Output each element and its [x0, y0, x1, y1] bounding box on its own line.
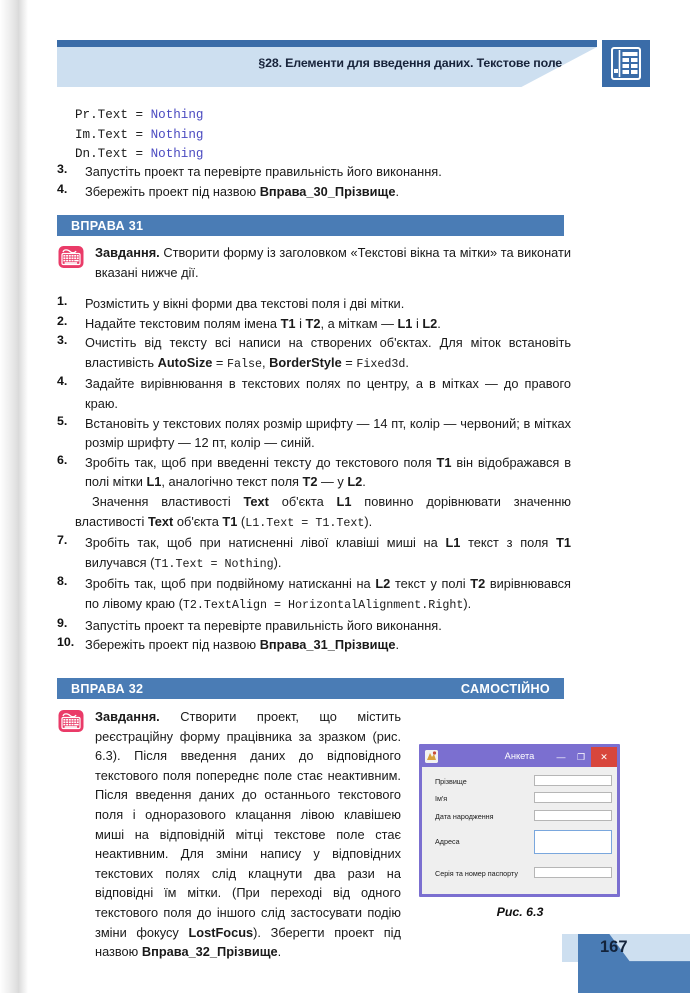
list-item-text: Надайте текстовим полям імена Т1 і Т2, а міткам — L1 і L2.	[85, 315, 441, 331]
field-input-surname[interactable]	[534, 775, 612, 786]
list-item-number: 7.	[57, 533, 68, 548]
list-top	[57, 162, 587, 201]
keyboard-icon	[58, 707, 84, 733]
list-item-number: 3.	[57, 162, 68, 176]
field-input-passport[interactable]	[534, 867, 612, 878]
page-edge-shadow	[18, 0, 28, 993]
task-text: Створити проект, що містить реєстраційну форму працівника за зразком (рис. 6.3). Після введення даних до відповідного текстового поля попереднє поле стає неактивним. Після введення даних до останнього текстового поля і одноразового клацання лівою клавішею миші на відповідній мітці текстове поле стає неактивним. Для зміни напису у відповідних текстових полях слід клацнути два рази на відповідні їм мітки. (При переході від одного текстового поля до іншого слід застосувати подію зміни фокусу LostFocus). Зберегти проект під назвою Вправа_32_Прізвище.	[95, 709, 402, 960]
list-item-text: Встановіть у текстових полях розмір шрифту — 14 пт, колір — червоний; в мітках розмір шрифту — 12 пт, колір — синій.	[85, 415, 571, 451]
field-row-surname	[435, 777, 467, 786]
list-item-text: Збережіть проект під назвою Вправа_30_Прізвище.	[85, 183, 400, 199]
figure-caption: Рис. 6.3	[496, 905, 544, 919]
list-item-text: Зробіть так, щоб при натисненні лівої клавіші миші на L1 текст з поля Т1 вилучався (T1.Text = Nothing).	[85, 535, 571, 571]
task-text: Створити форму із заголовком «Текстові вікна та мітки» та виконати вказані нижче дії.	[95, 245, 571, 280]
exercise-32-task	[95, 707, 401, 962]
list-item-number: 8.	[57, 574, 68, 589]
list-item	[57, 453, 571, 492]
anketa-dialog[interactable]	[419, 744, 620, 897]
list-item	[57, 182, 587, 202]
list-item-text: Запустіть проект та перевірте правильність його виконання.	[85, 617, 442, 633]
list-item-number: 9.	[57, 615, 68, 630]
dialog-window-controls[interactable]	[551, 747, 617, 767]
list-item-number: 1.	[57, 294, 68, 308]
code-block	[75, 106, 475, 165]
list-item	[57, 333, 571, 374]
page-edge-left	[0, 0, 18, 993]
list-item	[57, 574, 571, 615]
page-title: §28. Елементи для введення даних. Текстове поле	[258, 56, 562, 70]
dialog-body	[422, 767, 617, 894]
list-item	[57, 533, 571, 574]
list-item-text: Задайте вирівнювання в текстових полях по центру, а в мітках — до правого краю.	[85, 376, 571, 411]
task-label: Завдання.	[95, 709, 160, 724]
task-label: Завдання.	[95, 245, 160, 260]
code-keyword: Nothing	[150, 147, 204, 161]
keyboard-icon	[58, 243, 84, 269]
field-input-firstname[interactable]	[534, 792, 612, 803]
code-line-text: Im.Text =	[75, 127, 151, 142]
list-item	[57, 616, 571, 636]
field-label-birthdate: Дата народження	[435, 812, 494, 821]
form-document-icon	[602, 40, 650, 87]
code-line-text: Dn.Text =	[75, 147, 151, 161]
list-item-text: Очистіть від тексту всі написи на створених об'єктах. Для міток встановіть властивість AutoSize = False, BorderStyle = Fixed3d.	[85, 335, 571, 371]
minimize-button[interactable]: —	[551, 747, 571, 767]
list-item	[57, 294, 571, 314]
field-label-surname: Прізвище	[435, 777, 467, 786]
field-row-passport	[435, 869, 518, 878]
list-item-text: Зробіть так, щоб при подвійному натисканні на L2 текст у полі Т2 вирівнювався по лівому краю (T2.TextAlign = HorizontalAlignment.Right).	[85, 576, 571, 612]
code-line-text: Pr.Text =	[75, 108, 151, 122]
dialog-title: Анкета	[504, 751, 535, 761]
list-item-text: Зробіть так, щоб при введенні тексту до текстового поля Т1 він відображався в полі мітки L1, аналогічно текст поля Т2 — у L2.	[85, 454, 571, 490]
field-label-passport: Серія та номер паспорту	[435, 869, 518, 878]
field-label-firstname: Ім'я	[435, 794, 448, 803]
field-row-firstname	[435, 794, 447, 803]
list-item-number: 4.	[57, 181, 68, 196]
header-top-strip	[57, 40, 597, 47]
page-header	[57, 40, 640, 87]
exercise-31-list	[57, 294, 571, 655]
list-item-text: Збережіть проект під назвою Вправа_31_Прізвище.	[85, 637, 400, 653]
exercise-31-bar	[57, 215, 564, 236]
list-item	[57, 414, 571, 453]
code-line	[75, 106, 475, 126]
exercise-32-label: ВПРАВА 32	[71, 681, 144, 696]
exercise-31-label: ВПРАВА 31	[71, 218, 144, 233]
exercise-32-bar	[57, 678, 564, 699]
maximize-button[interactable]: ❐	[571, 747, 591, 767]
field-input-address[interactable]	[534, 830, 612, 854]
field-input-birthdate[interactable]	[534, 810, 612, 821]
close-button[interactable]: ✕	[591, 747, 617, 767]
list-item	[57, 314, 571, 334]
list-item-number: 6.	[57, 452, 68, 467]
list-item	[57, 635, 571, 655]
list-item	[57, 374, 571, 413]
page-number: 167	[600, 938, 628, 956]
list-item-text: Запустіть проект та перевірте правильність його виконання.	[85, 164, 442, 179]
list-item-number: 10.	[57, 635, 75, 650]
field-label-address: Адреса	[435, 837, 460, 846]
list-item-number: 3.	[57, 333, 68, 348]
list-item-text: Розмістить у вікні форми два текстові поля і дві мітки.	[85, 296, 405, 311]
list-item-number: 2.	[57, 313, 68, 328]
list-note	[57, 492, 571, 533]
list-note-text: Значення властивості Text об'єкта L1 повинно дорівнювати значенню властивості Text об'єкта Т1 (L1.Text = T1.Text).	[75, 493, 571, 530]
field-row-birthdate	[435, 812, 494, 821]
exercise-32-mode-label: САМОСТІЙНО	[460, 681, 550, 696]
field-row-address	[435, 837, 460, 846]
code-line	[75, 126, 475, 146]
code-keyword: Nothing	[150, 108, 204, 122]
code-keyword: Nothing	[150, 127, 204, 142]
list-item-number: 4.	[57, 374, 68, 389]
list-item	[57, 162, 587, 182]
dialog-titlebar[interactable]	[422, 747, 617, 767]
exercise-31-task	[95, 243, 571, 282]
list-item-number: 5.	[57, 413, 68, 428]
